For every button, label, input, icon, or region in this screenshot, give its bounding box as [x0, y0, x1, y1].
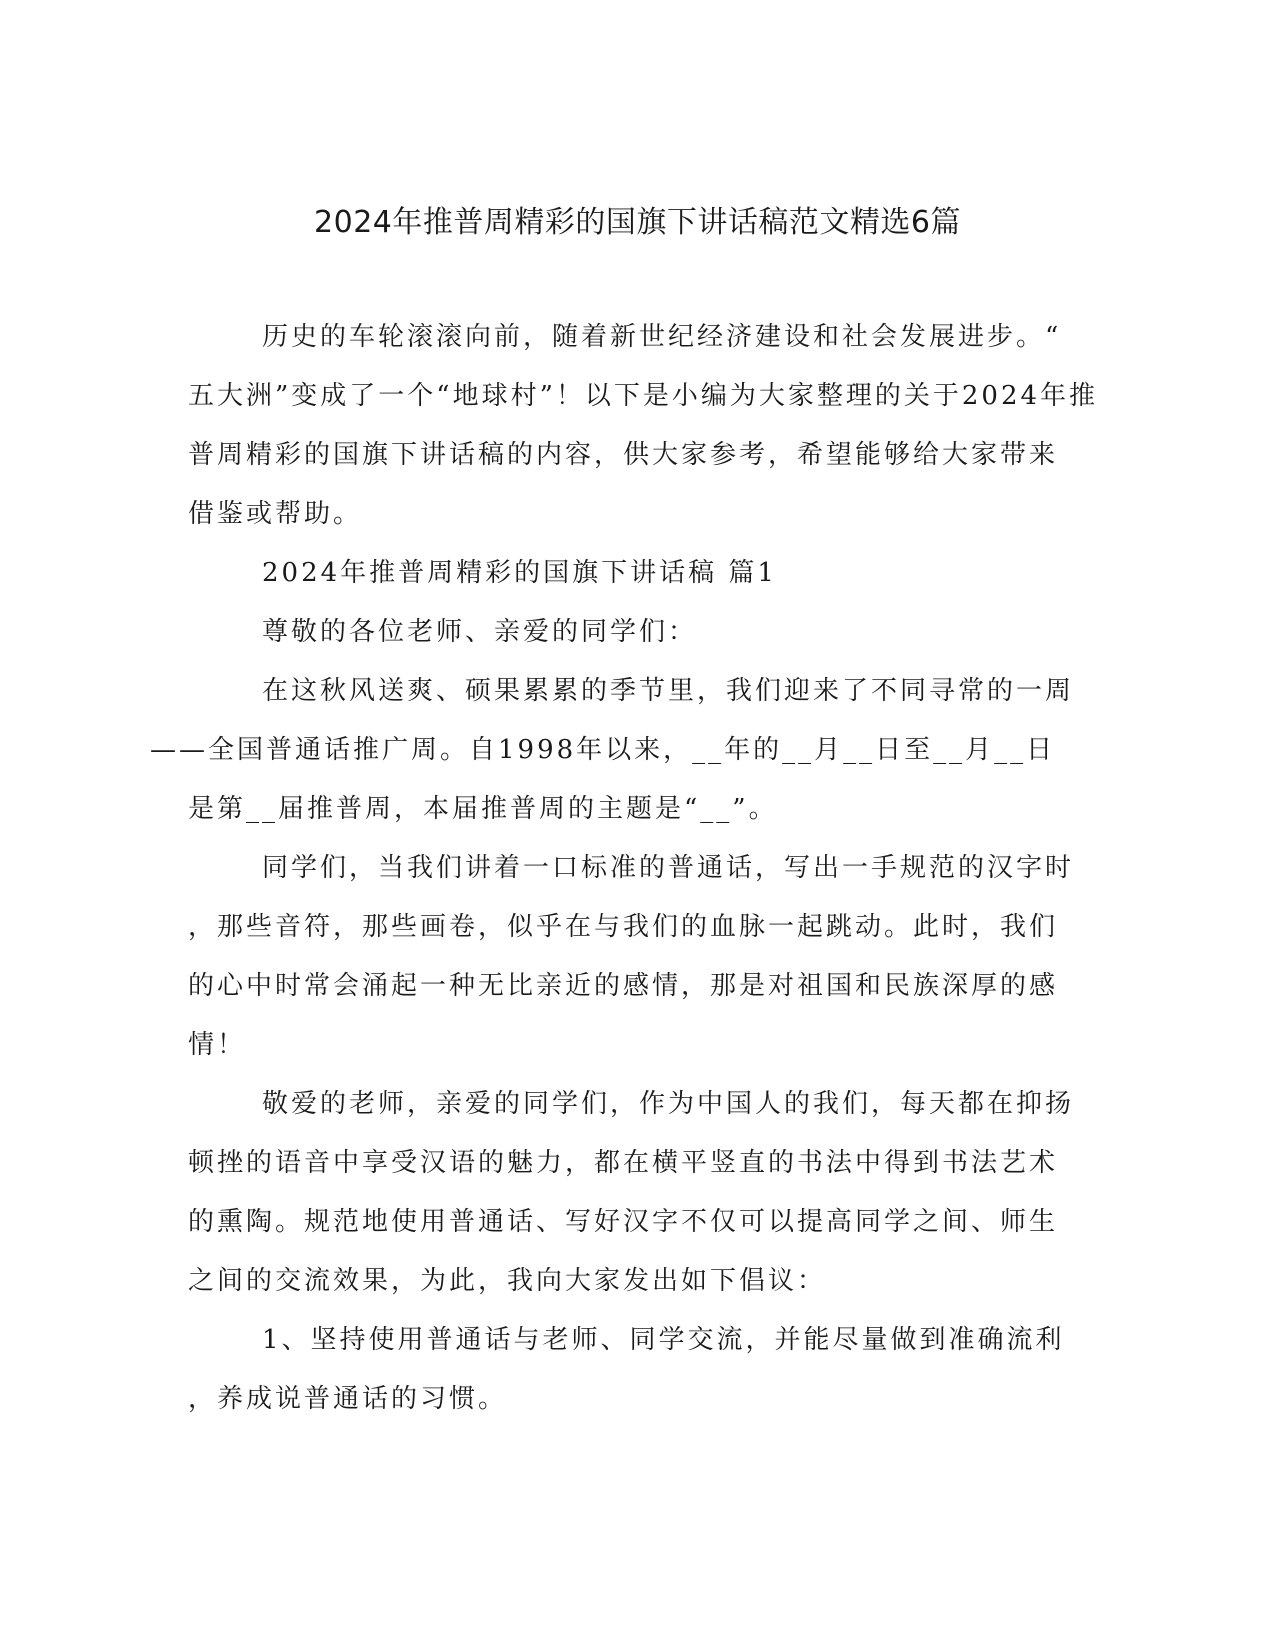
paragraph-line: 情！ [188, 1030, 247, 1060]
paragraph-line: ，养成说普通话的习惯。 [188, 1384, 508, 1414]
salutation: 尊敬的各位老师、亲爱的同学们： [262, 617, 698, 647]
paragraph-line: ——全国普通话推广周。自1998年以来，__年的__月__日至__月__日 [150, 735, 1056, 765]
paragraph-line: 的心中时常会涌起一种无比亲近的感情，那是对祖国和民族深厚的感 [188, 971, 1059, 1001]
paragraph-line: 普周精彩的国旗下讲话稿的内容，供大家参考，希望能够给大家带来 [188, 440, 1059, 470]
paragraph-line: 敬爱的老师，亲爱的同学们，作为中国人的我们，每天都在抑扬 [262, 1089, 1075, 1119]
paragraph-line: ，那些音符，那些画卷，似乎在与我们的血脉一起跳动。此时，我们 [188, 912, 1059, 942]
paragraph-line: 在这秋风送爽、硕果累累的季节里，我们迎来了不同寻常的一周 [262, 676, 1075, 706]
paragraph-line: 同学们，当我们讲着一口标准的普通话，写出一手规范的汉字时 [262, 853, 1075, 883]
section-heading: 2024年推普周精彩的国旗下讲话稿 篇1 [262, 558, 777, 588]
paragraph-line: 借鉴或帮助。 [188, 499, 363, 529]
paragraph-line: 的熏陶。规范地使用普通话、写好汉字不仅可以提高同学之间、师生 [188, 1207, 1059, 1237]
paragraph-line: 顿挫的语音中享受汉语的魅力，都在横平竖直的书法中得到书法艺术 [188, 1148, 1059, 1178]
paragraph-line: 是第__届推普周，本届推普周的主题是“__”。 [188, 794, 778, 824]
list-item: 1、坚持使用普通话与老师、同学交流，并能尽量做到准确流利 [262, 1325, 1065, 1355]
paragraph-line: 历史的车轮滚滚向前，随着新世纪经济建设和社会发展进步。“ [262, 322, 1062, 352]
paragraph-line: 五大洲”变成了一个“地球村”！以下是小编为大家整理的关于2024年推 [188, 381, 1099, 411]
paragraph-line: 之间的交流效果，为此，我向大家发出如下倡议： [188, 1266, 827, 1296]
document-title: 2024年推普周精彩的国旗下讲话稿范文精选6篇 [314, 205, 961, 240]
